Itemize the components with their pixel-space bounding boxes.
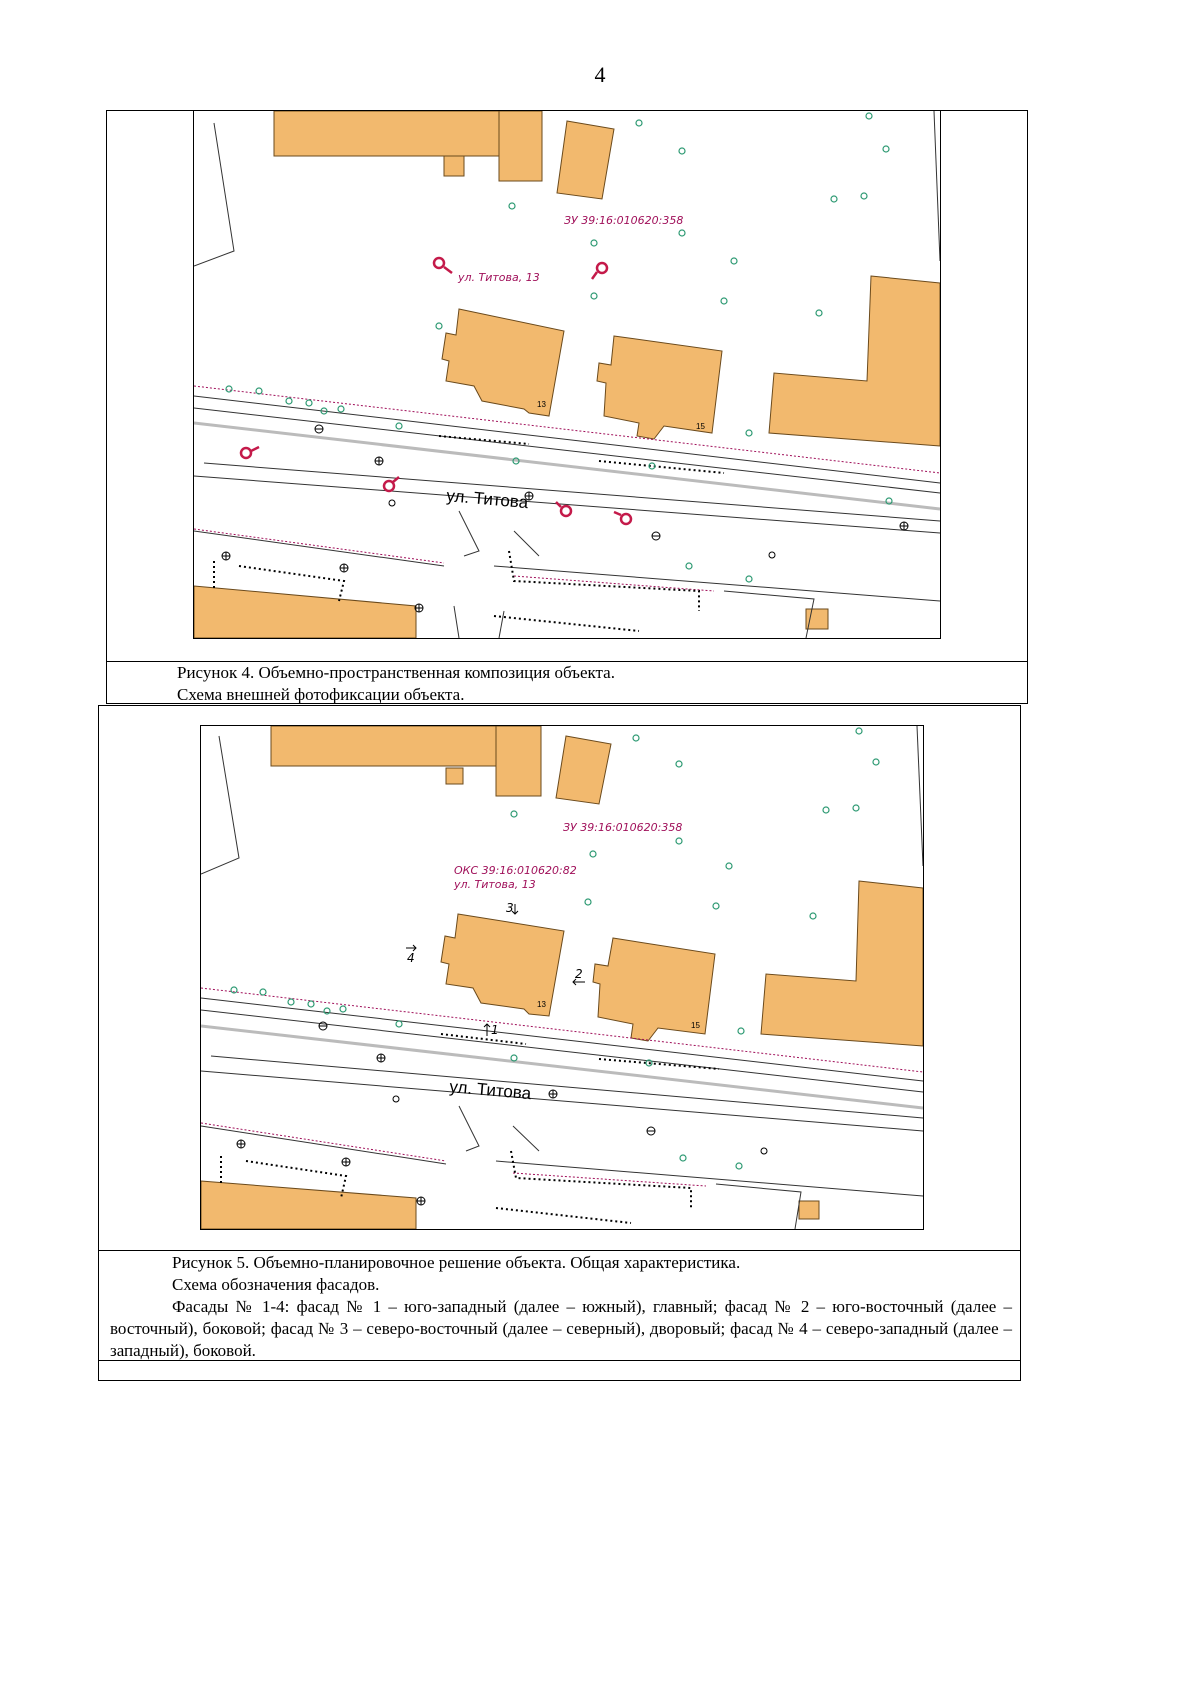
building-15-number: 15 xyxy=(691,1021,700,1030)
facade-number-1: 1 xyxy=(491,1023,499,1037)
figure-4-map xyxy=(193,110,941,639)
figure-5-caption xyxy=(110,1252,1012,1362)
street-label: ул. Титова xyxy=(445,486,529,513)
address-label: ул. Титова, 13 xyxy=(454,878,536,891)
page-number: 4 xyxy=(594,62,606,87)
parcel-label: ЗУ 39:16:010620:358 xyxy=(564,214,684,227)
figure-4-caption-line2: Схема внешней фотофиксации объекта. xyxy=(177,685,465,704)
building-15-number: 15 xyxy=(696,422,705,431)
facade-number-3: 3 xyxy=(506,901,514,915)
building-13-number: 13 xyxy=(537,400,546,409)
building-right-l xyxy=(761,881,923,1046)
facade-number-2: 2 xyxy=(575,967,583,981)
building-right-l xyxy=(769,276,940,446)
street-label: ул. Титова xyxy=(448,1077,532,1104)
building-top-left xyxy=(274,111,614,199)
building-bottom-left xyxy=(194,586,416,638)
figure-5-caption-paragraph: Фасады № 1-4: фасад № 1 – юго-западный (далее – южный), главный; фасад № 2 – юго-восточный (далее – восточный), боковой; фасад № 3 – северо-восточный (далее – северный), дворовый; фасад № 4 – северо-западный (далее – западный), боковой. xyxy=(110,1297,1012,1360)
figure-5-map xyxy=(200,725,924,1230)
figure-4-caption xyxy=(177,662,1017,706)
building-bottom-right xyxy=(806,609,828,629)
utility-symbols xyxy=(237,1022,767,1205)
oks-label: ОКС 39:16:010620:82 xyxy=(454,864,577,877)
address-label: ул. Титова, 13 xyxy=(458,271,540,284)
figure-5-caption-line1: Рисунок 5. Объемно-планировочное решение объекта. Общая характеристика. xyxy=(172,1253,741,1272)
building-top-left xyxy=(271,726,611,804)
parcel-label: ЗУ 39:16:010620:358 xyxy=(563,821,683,834)
building-bottom-left xyxy=(201,1181,416,1229)
building-13-number: 13 xyxy=(537,1000,546,1009)
facade-number-4: 4 xyxy=(407,951,415,965)
figure-4-caption-line1: Рисунок 4. Объемно-пространственная композиция объекта. xyxy=(177,663,615,682)
facade-arrow-1 xyxy=(484,1024,490,1036)
figure-5-caption-divider xyxy=(98,1250,1021,1251)
figure-5-caption-line2: Схема обозначения фасадов. xyxy=(172,1275,380,1294)
building-bottom-right xyxy=(799,1201,819,1219)
